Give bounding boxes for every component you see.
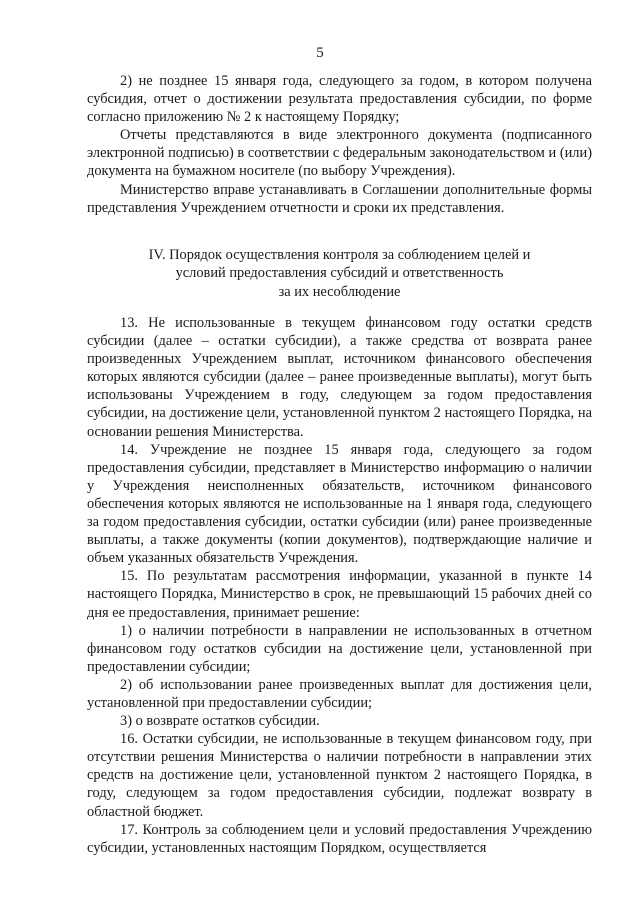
section-heading-line: условий предоставления субсидий и ответственность xyxy=(175,265,504,282)
paragraph: 15. По результатам рассмотрения информации, указанной в пункте 14 настоящего Порядка, Министерство в срок, не превышающий 15 рабочих дней со дня ее предоставления, принимает решение: xyxy=(87,568,592,621)
section-heading xyxy=(87,246,592,301)
paragraph: 16. Остатки субсидии, не использованные в текущем финансовом году, при отсутствии решения Министерства о наличии потребности в направлении этих средств на достижение цели, установленной пунктом 2 настоящего Порядка, в году, следующем за годом предоставления субсидии, подлежат возврату в областной бюджет. xyxy=(87,731,592,820)
page-number: 5 xyxy=(316,45,324,61)
paragraph: 14. Учреждение не позднее 15 января года, следующего за годом предоставления субсидии, представляет в Министерство информацию о наличии у Учреждения неисполненных обязательств, источником финансового обеспечения которых являются не использованные на 1 января года, следующего за годом предоставления субсидии, остатки субсидии (или) ранее произведенные выплаты, а также документы (копии документов), подтверждающие наличие и объем указанных обязательств Учреждения. xyxy=(87,441,592,567)
section-heading-line: IV. Порядок осуществления контроля за соблюдением целей и xyxy=(148,247,531,263)
paragraph: Министерство вправе устанавливать в Соглашении дополнительные формы представления Учреждением отчетности и сроки их представления. xyxy=(87,181,592,216)
paragraph: 17. Контроль за соблюдением цели и условий предоставления Учреждению субсидии, установленных настоящим Порядком, осуществляется xyxy=(87,821,592,856)
paragraph: 2) об использовании ранее произведенных выплат для достижения цели, установленной при предоставлении субсидии; xyxy=(87,676,592,711)
paragraph: 2) не позднее 15 января года, следующего за годом, в котором получена субсидия, отчет о достижении результата предоставления субсидии, по форме согласно приложению № 2 к настоящему Порядку; xyxy=(87,73,592,126)
main-text-block xyxy=(87,314,592,857)
paragraph: 3) о возврате остатков субсидии. xyxy=(120,713,320,730)
section-heading-line: за их несоблюдение xyxy=(278,283,401,300)
paragraph: 1) о наличии потребности в направлении не использованных в отчетном финансовом году остатков субсидии на достижение цели, установленной при предоставлении субсидии; xyxy=(87,622,592,675)
top-text-block xyxy=(87,72,592,217)
paragraph: Отчеты представляются в виде электронного документа (подписанного электронной подписью) в соответствии с федеральным законодательством и (или) документа на бумажном носителе (по выбору Учреждения). xyxy=(87,127,592,180)
paragraph: 13. Не использованные в текущем финансовом году остатки средств субсидии (далее – остатки субсидии), а также средства от возврата ранее произведенных Учреждением выплат, источником финансового обеспечения которых являются субсидии (далее – ранее произведенные выплаты), могут быть использованы Учреждением в году, следующем за годом предоставления субсидии, на достижение цели, установленной пунктом 2 настоящего Порядка, на основании решения Министерства. xyxy=(87,315,592,440)
